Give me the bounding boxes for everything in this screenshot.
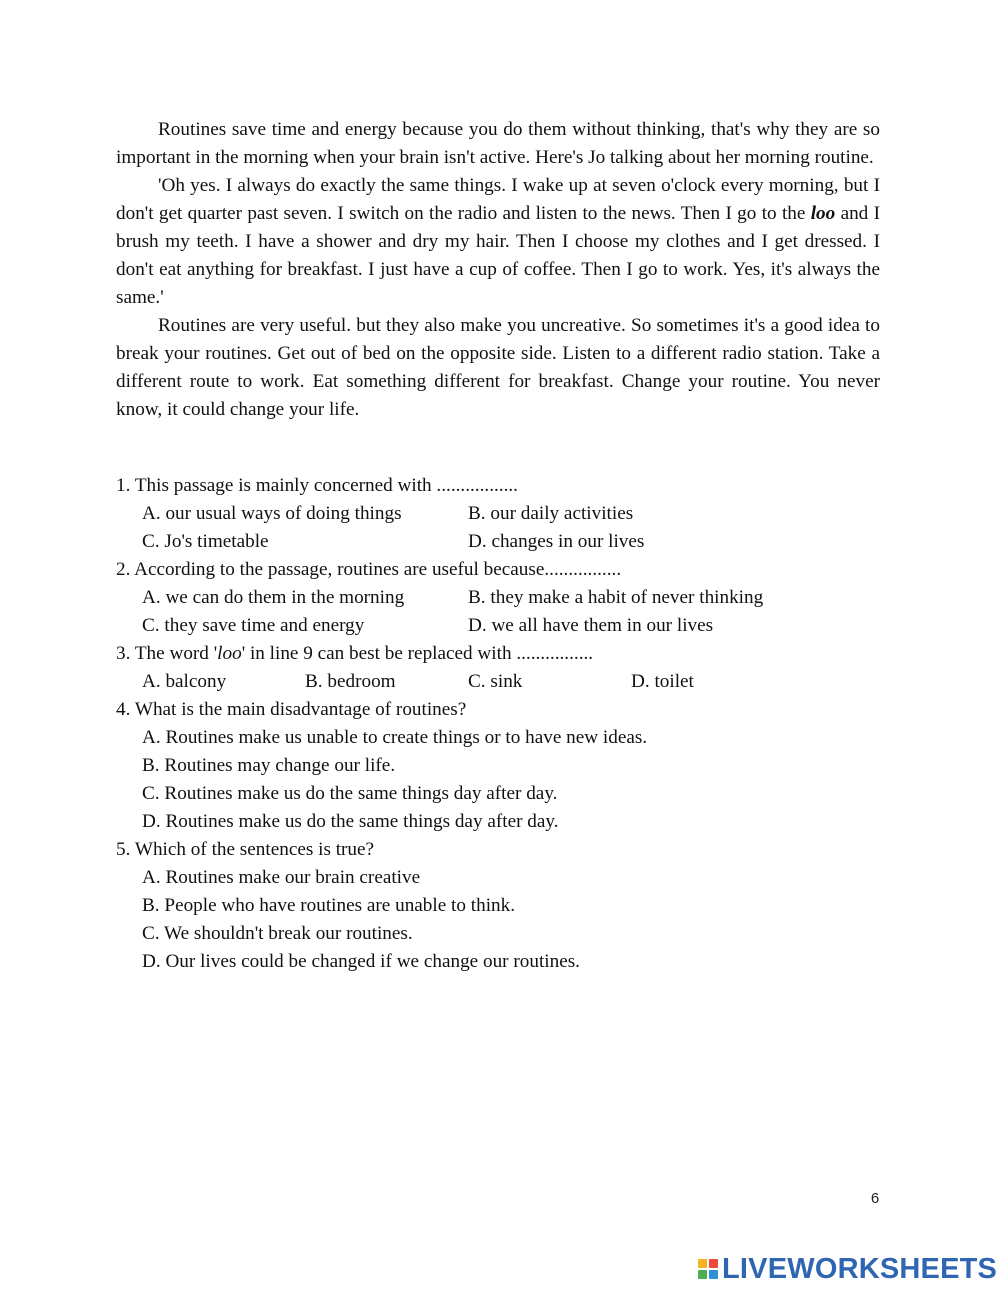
passage-paragraph-1: Routines save time and energy because you do them without thinking, that's why they are so important in the morning when your brain isn't active. Here's Jo talking about her morning routine. [116,119,880,168]
question-5-option-b[interactable]: B. People who have routines are unable to think. [142,895,516,916]
question-5-option-b-row [116,892,916,920]
logo-square-4 [709,1270,718,1279]
question-2-options-row-2 [116,612,916,640]
question-4-option-d[interactable]: D. Routines make us do the same things day after day. [142,811,559,832]
question-3-option-a[interactable]: A. balcony [142,671,227,692]
liveworksheets-branding[interactable] [698,1254,997,1284]
logo-square-1 [698,1259,707,1268]
question-3-options-row [116,668,916,696]
question-2-option-d[interactable]: D. we all have them in our lives [468,615,714,636]
question-1-stem: 1. This passage is mainly concerned with ................. [116,475,518,496]
question-1-option-c[interactable]: C. Jo's timetable [142,531,269,552]
brand-name: LIVEWORKSHEETS [722,1253,998,1285]
question-4-option-b-row [116,752,916,780]
question-5-option-c[interactable]: C. We shouldn't break our routines. [142,923,413,944]
question-5-option-a[interactable]: A. Routines make our brain creative [142,867,421,888]
question-1-options-row-2 [116,528,916,556]
question-1-option-d[interactable]: D. changes in our lives [468,531,645,552]
question-4-stem: 4. What is the main disadvantage of routines? [116,699,467,720]
question-5-option-a-row [116,864,916,892]
question-3-option-c[interactable]: C. sink [468,671,523,692]
question-1-options-row-1 [116,500,916,528]
question-4-option-a-row [116,724,916,752]
question-3-stem [116,640,916,668]
highlighted-word-loo: loo [810,203,836,224]
question-2-option-c[interactable]: C. they save time and energy [142,615,365,636]
question-3-option-d[interactable]: D. toilet [631,671,694,692]
question-2-option-a[interactable]: A. we can do them in the morning [142,587,405,608]
question-1-option-b[interactable]: B. our daily activities [468,503,634,524]
question-5-stem: 5. Which of the sentences is true? [116,839,375,860]
question-2-option-b[interactable]: B. they make a habit of never thinking [468,587,764,608]
liveworksheets-logo-icon [698,1259,718,1279]
question-2-options-row-1 [116,584,916,612]
logo-square-2 [709,1259,718,1268]
question-2-stem: 2. According to the passage, routines are useful because................ [116,559,622,580]
question-5-option-d[interactable]: D. Our lives could be changed if we change our routines. [142,951,580,972]
question-4-option-a[interactable]: A. Routines make us unable to create things or to have new ideas. [142,727,648,748]
question-4-option-c[interactable]: C. Routines make us do the same things day after day. [142,783,558,804]
question-3-option-b[interactable]: B. bedroom [305,671,396,692]
question-3-stem-start: 3. The word ' [116,643,218,664]
question-5-option-d-row [116,948,916,976]
page-number: 6 [870,1190,880,1207]
passage-paragraph-3: Routines are very useful. but they also make you uncreative. So sometimes it's a good idea to break your routines. Get out of bed on the opposite side. Listen to a different radio station. Take a different route to work. Eat something different for breakfast. Change your routine. You never know, it could change your life. [116,315,880,420]
paragraph-2-end: and I brush my teeth. I have a shower and dry my hair. Then I choose my clothes and I get dressed. I don't eat anything for breakfast. I just have a cup of coffee. Then I go to work. Yes, it's always the same.' [116,203,880,308]
question-3-stem-end: ' in line 9 can best be replaced with ................ [241,643,594,664]
question-3-italic-word: loo [217,643,242,664]
question-4-option-b[interactable]: B. Routines may change our life. [142,755,396,776]
passage-paragraph-2 [116,172,880,312]
paragraph-2-start: 'Oh yes. I always do exactly the same things. I wake up at seven o'clock every morning, but I don't get quarter past seven. I switch on the radio and listen to the news. Then I go to the [116,175,880,224]
question-4-option-d-row [116,808,916,836]
logo-square-3 [698,1270,707,1279]
question-list [116,472,916,976]
question-5-option-c-row [116,920,916,948]
question-1-option-a[interactable]: A. our usual ways of doing things [142,503,402,524]
question-4-option-c-row [116,780,916,808]
reading-passage [116,116,880,424]
